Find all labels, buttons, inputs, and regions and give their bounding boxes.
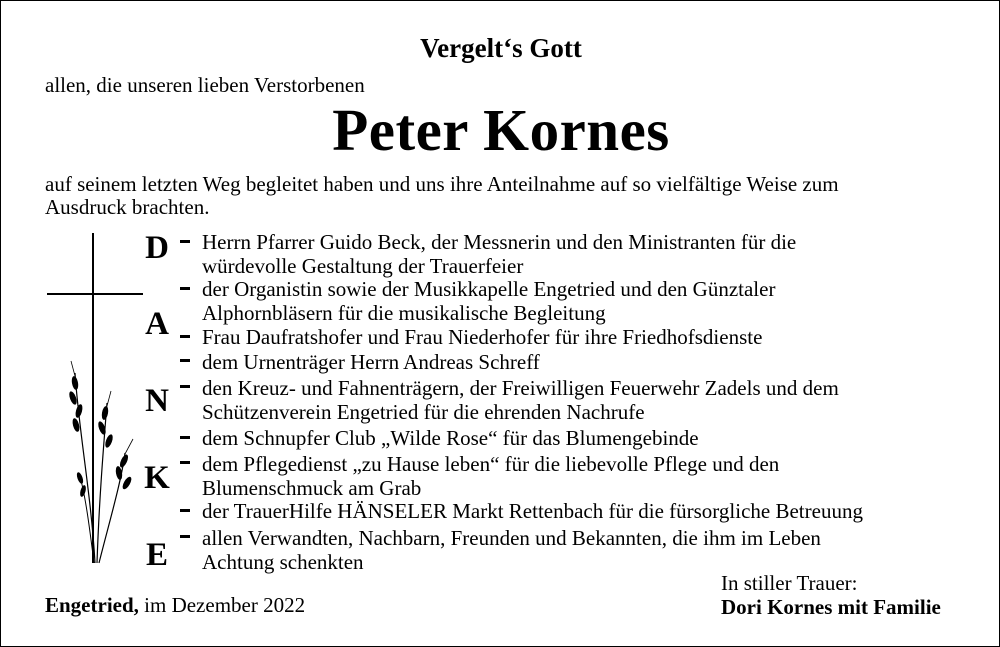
date: im Dezember 2022 xyxy=(144,593,306,617)
bullet-dash xyxy=(180,461,190,464)
place-and-date xyxy=(45,593,305,618)
thanks-item xyxy=(202,325,762,349)
thanks-item-line: Blumenschmuck am Grab xyxy=(202,476,422,500)
thanks-item-line: Herrn Pfarrer Guido Beck, der Messnerin und den Ministranten für die xyxy=(202,230,797,254)
thanks-item-line: den Kreuz- und Fahnenträgern, der Freiwilligen Feuerwehr Zadels und dem xyxy=(202,376,839,400)
bullet-dash xyxy=(180,240,190,243)
thanks-item-line: Frau Daufratshofer und Frau Niederhofer für ihre Friedhofsdienste xyxy=(202,325,763,349)
thanks-item-line: Alphornbläsern für die musikalische Begleitung xyxy=(202,301,606,325)
location: Engetried, xyxy=(45,593,139,617)
danke-letter: D xyxy=(145,230,169,266)
bullet-dash xyxy=(180,287,190,290)
thanks-item xyxy=(202,526,821,574)
intro-text: allen, die unseren lieben Verstorbenen xyxy=(45,73,365,97)
mourners-signature xyxy=(721,571,941,619)
thanks-text-line-2: Ausdruck brachten. xyxy=(45,195,210,219)
thanks-item xyxy=(202,452,779,500)
mourning-label: In stiller Trauer: xyxy=(721,571,858,595)
bullet-dash xyxy=(180,359,190,362)
heading: Vergelt‘s Gott xyxy=(420,33,582,63)
danke-letter: N xyxy=(145,383,169,419)
thanks-item-line: allen Verwandten, Nachbarn, Freunden und Bekannten, die ihm im Leben xyxy=(202,526,821,550)
danke-letter: K xyxy=(144,460,170,496)
thanks-item xyxy=(202,230,796,278)
thanks-item xyxy=(202,499,863,523)
cross-with-wheat-icon xyxy=(45,233,145,573)
thanks-item-line: dem Pflegedienst „zu Hause leben“ für die liebevolle Pflege und den xyxy=(202,452,780,476)
danke-letter: E xyxy=(145,537,168,573)
thanks-text-line-1: auf seinem letzten Weg begleitet haben und uns ihre Anteilnahme auf so vielfältige Weise zum xyxy=(45,172,839,196)
deceased-name: Peter Kornes xyxy=(332,97,670,163)
danke-letter: A xyxy=(145,306,169,342)
thanks-item-line: der Organistin sowie der Musikkapelle Engetried und den Günztaler xyxy=(202,277,776,301)
thanks-item xyxy=(202,350,540,374)
bullet-dash xyxy=(180,535,190,538)
thanks-item xyxy=(202,277,775,325)
family-name: Dori Kornes mit Familie xyxy=(721,595,941,619)
bullet-dash xyxy=(180,385,190,388)
thanks-item-line: Schützenverein Engetried für die ehrenden Nachrufe xyxy=(202,400,645,424)
thanks-item-line: dem Urnenträger Herrn Andreas Schreff xyxy=(202,350,540,374)
thanks-item xyxy=(202,376,839,424)
thanks-item xyxy=(202,426,699,450)
thanks-item-line: Achtung schenkten xyxy=(202,550,364,574)
thanks-item-line: der TrauerHilfe HÄNSELER Markt Rettenbach für die fürsorgliche Betreuung xyxy=(202,499,863,523)
bullet-dash xyxy=(180,509,190,512)
thanks-item-line: dem Schnupfer Club „Wilde Rose“ für das Blumengebinde xyxy=(202,426,699,450)
bullet-dash xyxy=(180,335,190,338)
bullet-dash xyxy=(180,436,190,439)
thanks-item-line: würdevolle Gestaltung der Trauerfeier xyxy=(202,254,524,278)
